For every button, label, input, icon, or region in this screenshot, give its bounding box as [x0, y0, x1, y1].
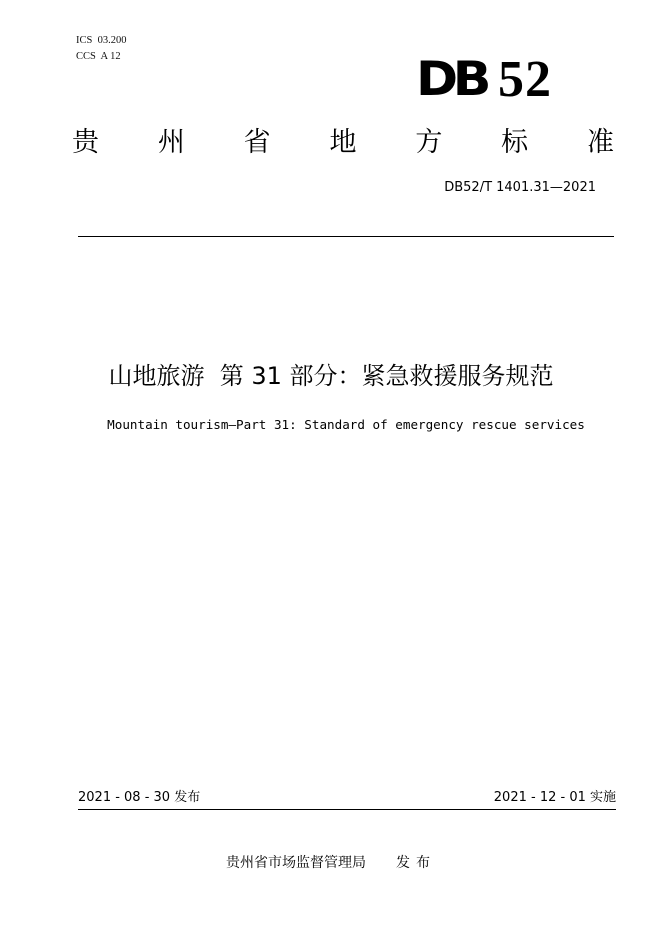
- chinese-title: 山地旅游 第 31 部分：紧急救援服务规范: [108, 362, 554, 390]
- standard-type-heading: [72, 123, 614, 163]
- bottom-divider: [78, 809, 616, 810]
- heading-char: 地: [329, 127, 357, 158]
- ics-code: ICS 03.200: [76, 35, 127, 46]
- date-row: [78, 787, 616, 809]
- heading-char: 省: [243, 127, 271, 158]
- logo-letters: DB: [416, 52, 487, 107]
- publisher-name: 贵州省市场监督管理局: [226, 855, 366, 871]
- heading-char: 贵: [72, 127, 99, 158]
- top-divider: [78, 236, 614, 237]
- english-title: Mountain tourism—Part 31: Standard of emergency rescue services: [107, 417, 585, 432]
- publisher-line: [0, 852, 662, 874]
- ccs-code: CCS A 12: [76, 51, 121, 62]
- db52-logo: [416, 51, 576, 108]
- implementation-date: 2021 - 12 - 01 实施: [493, 790, 616, 805]
- logo-number: 52: [498, 51, 552, 108]
- heading-char: 州: [157, 127, 185, 158]
- heading-char: 方: [415, 127, 443, 158]
- heading-char: 标: [501, 127, 529, 158]
- issue-label: 发布: [396, 855, 436, 871]
- classification-block: [76, 33, 126, 65]
- release-date: 2021 - 08 - 30 发布: [78, 790, 201, 805]
- standard-code: DB52/T 1401.31—2021: [444, 180, 596, 195]
- heading-char: 准: [586, 127, 614, 158]
